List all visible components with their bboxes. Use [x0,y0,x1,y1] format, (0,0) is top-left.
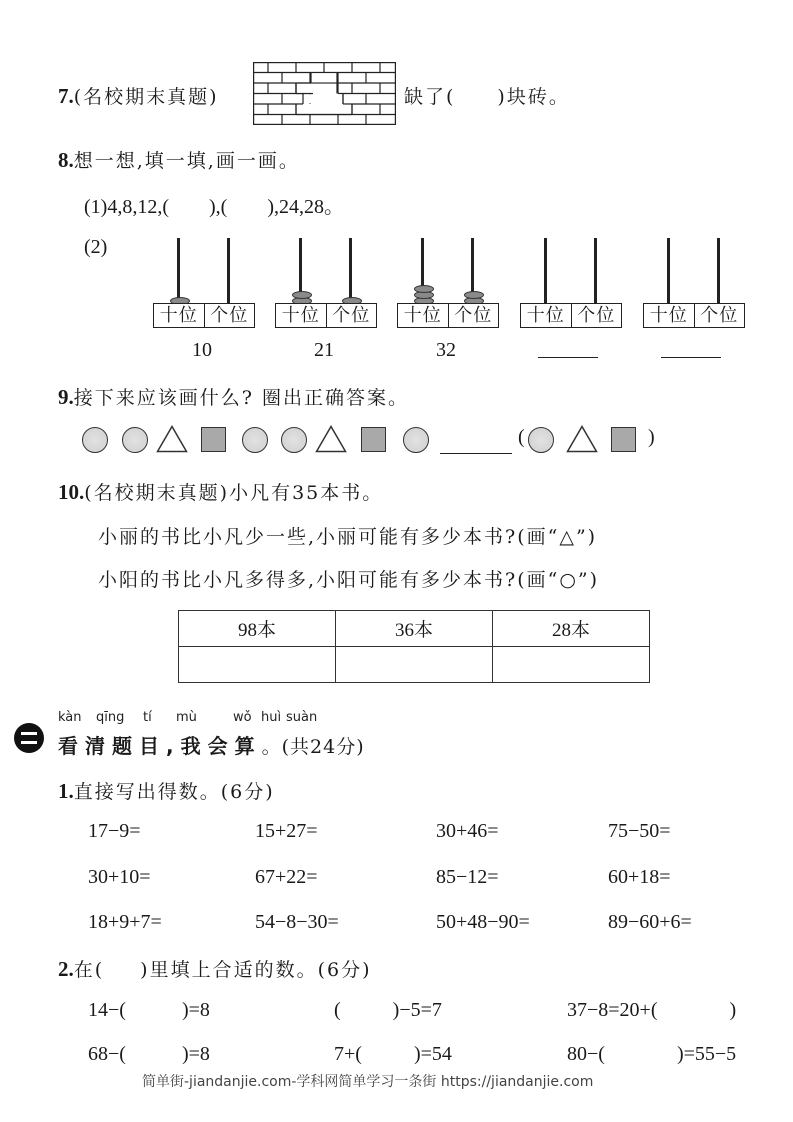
section-two-title [58,730,365,759]
q7-source: (名校期末真题) [73,86,219,108]
abacus-value: 21 [314,339,334,361]
q8-seq-mid: ),( [209,196,228,218]
equation-right: )=54 [413,1043,452,1065]
ones-label: 个位 [326,304,377,327]
q9-close-paren: ) [648,426,655,448]
equation-right: )−5=7 [392,999,442,1021]
calc-expression: 17−9= [88,820,141,842]
section-score: 。(共24分) [261,736,365,758]
tens-rod [667,238,670,305]
q8-title-line [58,146,300,173]
calc-expression: 75−50= [608,820,671,842]
circle-shape [122,427,148,453]
s2q2-title-b: )里填上合适的数。(6分) [140,959,372,981]
s2q2-title-a: 在( [73,959,105,981]
equation-left: 37−8=20+( [567,999,658,1021]
circle-shape [242,427,268,453]
circle-shape [403,427,429,453]
ones-label: 个位 [204,304,255,327]
ones-rod [349,238,352,305]
q7-answer-line [404,82,570,109]
footer-watermark: 简单街-jiandanjie.com-学科网简单学习一条街 https://jiandanjie.com [142,1074,594,1090]
circle-shape [281,427,307,453]
tens-label: 十位 [281,305,320,326]
bead [292,291,312,299]
table-answer-row [179,647,650,683]
abacus-3 [397,236,499,328]
equation-left: ( [334,999,341,1021]
fill-in-equation [88,1043,210,1066]
fill-in-equation [88,999,210,1022]
equation-left: 68−( [88,1043,126,1065]
q9-answer-blank[interactable] [440,453,512,454]
bead [414,285,434,293]
ones-label: 个位 [571,304,622,327]
triangle-shape [315,425,347,453]
q7-text-after: )块砖。 [497,86,570,108]
q7-text-before: 缺了( [404,86,456,108]
s2q1-title: 直接写出得数。(6分) [73,781,275,803]
q9-number: 9. [58,385,74,409]
tens-label: 十位 [403,305,442,326]
fill-in-equation [334,1043,452,1066]
q8-part2-label: (2) [84,236,108,258]
tens-label: 十位 [526,305,565,326]
square-shape [201,427,226,452]
tens-rod [177,238,180,305]
ones-rod [717,238,720,305]
place-value-box [397,303,499,328]
ones-label: 个位 [694,304,745,327]
calc-expression: 18+9+7= [88,911,162,933]
equation-right: ) [729,999,737,1021]
circle-shape [82,427,108,453]
place-value-box [153,303,255,328]
abacus-4 [520,236,622,328]
table-header-row [179,611,650,647]
fill-in-equation [567,999,736,1022]
q8-number: 8. [58,148,74,172]
calc-expression: 30+10= [88,866,151,888]
square-shape [361,427,386,452]
s2q2-title-line [58,955,372,982]
calc-expression: 30+46= [436,820,499,842]
section-title-part2: 我会算 [180,734,262,758]
answer-cell-28[interactable] [493,647,650,683]
section-title-part1: 看清题目 [58,734,166,758]
ones-label: 个位 [448,304,499,327]
pinyin-suan: suàn [286,710,318,725]
abacus-value: 32 [436,339,456,361]
q8-part1-label: (1) [84,196,108,218]
abacus-value: 10 [192,339,212,361]
equation-right: )=8 [181,999,210,1021]
fill-in-equation [567,1043,736,1066]
q9-open-paren: ( [518,426,525,448]
section-title-comma: , [166,734,181,758]
equation-left: 80−( [567,1043,605,1065]
answer-cell-36[interactable] [336,647,493,683]
q10-title-line [58,478,383,505]
calc-expression: 85−12= [436,866,499,888]
calc-expression: 60+18= [608,866,671,888]
pinyin-kan: kàn [58,710,82,725]
abacus-1 [153,236,255,328]
s2q1-number: 1. [58,779,74,803]
answer-cell-98[interactable] [179,647,336,683]
q9-title: 接下来应该画什么? 圈出正确答案。 [73,387,409,409]
s2q1-title-line [58,777,275,804]
pinyin-ti: tí [143,710,152,725]
calc-expression: 54−8−30= [255,911,339,933]
pinyin-wo: wǒ [233,710,252,725]
bead [464,291,484,299]
abacus-5 [643,236,745,328]
pinyin-qing: qīng [96,710,125,725]
option-circle-shape[interactable] [528,427,554,453]
q9-title-line [58,383,409,410]
s2q2-number: 2. [58,957,74,981]
equation-right: )=8 [181,1043,210,1065]
abacus-2 [275,236,377,328]
equation-left: 14−( [88,999,126,1021]
tens-label: 十位 [159,305,198,326]
tens-rod [544,238,547,305]
q8-seq-end: ),24,28。 [267,196,344,218]
place-value-box [275,303,377,328]
q10-source: (名校期末真题) [84,482,230,504]
place-value-box [643,303,745,328]
triangle-shape [156,425,188,453]
place-value-box [520,303,622,328]
section-two-badge [14,723,44,753]
brick-wall-figure [253,62,396,125]
q10-line1: 小丽的书比小凡少一些,小丽可能有多少本书?(画“△”) [98,526,598,548]
abacus-answer-blank[interactable] [538,357,598,358]
equation-right: )=55−5 [676,1043,737,1065]
books-table [178,610,650,683]
q8-seq-start: 4,8,12,( [107,196,169,218]
pinyin-mu: mù [176,710,197,725]
fill-in-equation [334,999,442,1022]
calc-expression: 50+48−90= [436,911,530,933]
q8-part1 [84,190,344,219]
option-triangle-shape[interactable] [566,425,598,453]
calc-expression: 89−60+6= [608,911,692,933]
q10-line2: 小阳的书比小凡多得多,小阳可能有多少本书?(画“○”) [98,569,600,591]
tens-label: 十位 [649,305,688,326]
q7-number: 7. [58,84,74,108]
table-header-36: 36本 [336,611,493,647]
ones-rod [594,238,597,305]
q10-number: 10. [58,480,85,504]
equation-left: 7+( [334,1043,362,1065]
abacus-answer-blank[interactable] [661,357,721,358]
option-square-shape[interactable] [611,427,636,452]
q8-title: 想一想,填一填,画一画。 [73,150,300,172]
calc-expression: 15+27= [255,820,318,842]
table-header-98: 98本 [179,611,336,647]
calc-expression: 67+22= [255,866,318,888]
table-header-28: 28本 [493,611,650,647]
pinyin-hui: huì [261,710,282,725]
ones-rod [227,238,230,305]
q7-line [58,82,219,109]
q10-intro: 小凡有35本书。 [229,482,384,504]
